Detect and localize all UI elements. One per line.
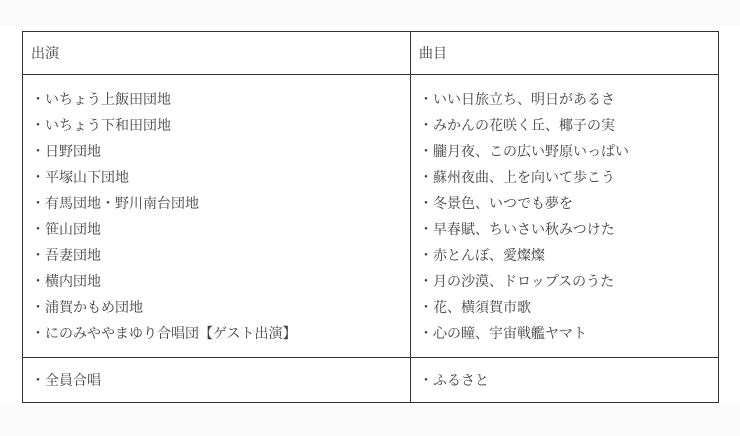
performers-cell [23, 358, 411, 403]
list-item: ・蘇州夜曲、上を向いて歩こう [419, 169, 615, 185]
table-row-main [23, 75, 719, 358]
list-item: ・冬景色、いつでも夢を [419, 195, 573, 211]
list-item: ・花、横須賀市歌 [419, 299, 531, 315]
table-header-row [23, 32, 719, 75]
list-item: ・有馬団地・野川南台団地 [31, 195, 199, 211]
list-item: ・月の沙漠、ドロップスのうた [419, 273, 615, 289]
header-performers: 出演 [23, 32, 411, 75]
list-item: ・笹山団地 [31, 221, 101, 237]
list-item: ・平塚山下団地 [31, 169, 129, 185]
table-row-finale [23, 358, 719, 403]
list-item: ・赤とんぼ、愛燦燦 [419, 247, 545, 263]
songs-cell [411, 358, 719, 403]
list-item: ・ふるさと [419, 372, 489, 388]
program-table [22, 31, 719, 403]
list-item: ・早春賦、ちいさい秋みつけた [419, 221, 615, 237]
list-item: ・全員合唱 [31, 372, 101, 388]
list-item: ・いちょう上飯田団地 [31, 91, 171, 107]
header-songs: 曲目 [411, 32, 719, 75]
content-panel [0, 26, 740, 405]
list-item: ・横内団地 [31, 273, 101, 289]
list-item: ・いい日旅立ち、明日があるさ [419, 91, 615, 107]
list-item: ・にのみややまゆり合唱団【ゲスト出演】 [31, 325, 297, 341]
list-item: ・いちょう下和田団地 [31, 117, 171, 133]
songs-cell [411, 75, 719, 358]
list-item: ・浦賀かもめ団地 [31, 299, 143, 315]
list-item: ・日野団地 [31, 143, 101, 159]
list-item: ・朧月夜、この広い野原いっぱい [419, 143, 629, 159]
list-item: ・みかんの花咲く丘、椰子の実 [419, 117, 615, 133]
list-item: ・心の瞳、宇宙戦艦ヤマト [419, 325, 587, 341]
list-item: ・吾妻団地 [31, 247, 101, 263]
performers-cell [23, 75, 411, 358]
